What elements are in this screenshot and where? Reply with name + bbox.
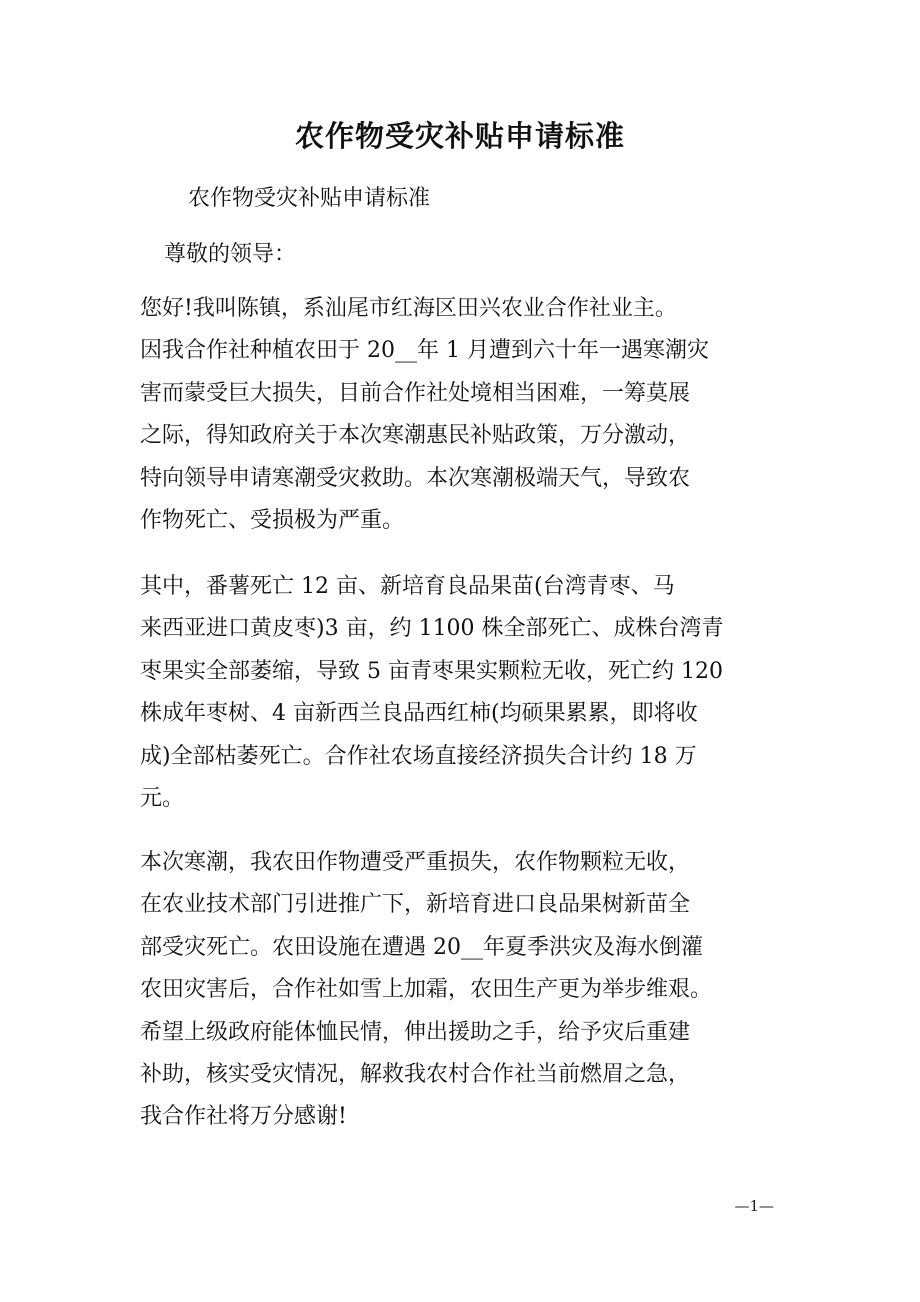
paragraph-greeting: [140, 288, 780, 542]
page-number: —1—: [734, 1197, 774, 1215]
paragraph-line: 希望上级政府能体恤民情，伸出援助之手，给予灾后重建: [140, 1019, 691, 1045]
paragraph-line: 农田灾害后，合作社如雪上加霜，农田生产更为举步维艰。: [140, 977, 713, 1003]
paragraph-line: 本次寒潮，我农田作物遭受严重损失，农作物颗粒无收，: [140, 850, 691, 875]
paragraph-line: 您好!我叫陈镇，系汕尾市红海区田兴农业合作社业主。: [140, 296, 677, 321]
paragraph-line: 成)全部枯萎死亡。合作社农场直接经济损失合计约 18 万: [140, 743, 697, 769]
paragraph-line: 在农业技术部门引进推广下，新培育进口良品果树新苗全: [140, 892, 691, 918]
paragraph-line: 害而蒙受巨大损失，目前合作社处境相当困难，一筹莫展: [140, 380, 691, 406]
document-subtitle: 农作物受灾补贴申请标准: [188, 186, 431, 211]
paragraph-line: 之际，得知政府关于本次寒潮惠民补贴政策，万分激动，: [140, 423, 691, 449]
paragraph-line: 部受灾死亡。农田设施在遭遇 20__年夏季洪灾及海水倒灌: [140, 934, 703, 960]
paragraph-line: 枣果实全部萎缩，导致 5 亩青枣果实颗粒无收，死亡约 120: [140, 658, 723, 684]
paragraph-losses: [140, 566, 780, 820]
paragraph-line: 株成年枣树、4 亩新西兰良品西红柿(均硕果累累，即将收: [140, 701, 698, 727]
document-title: 农作物受灾补贴申请标准: [294, 119, 625, 153]
paragraph-line: 来西亚进口黄皮枣)3 亩，约 1100 株全部死亡、成株台湾青: [140, 616, 724, 642]
paragraph-line: 元。: [140, 785, 185, 811]
paragraph-line: 因我合作社种植农田于 20__年 1 月遭到六十年一遇寒潮灾: [140, 338, 709, 364]
paragraph-line: 特向领导申请寒潮受灾救助。本次寒潮极端天气，导致农: [140, 465, 691, 491]
paragraph-line: 其中，番薯死亡 12 亩、新培育良品果苗(台湾青枣、马: [140, 574, 675, 599]
paragraph-line: 补助，核实受灾情况，解救我农村合作社当前燃眉之急，: [140, 1061, 691, 1087]
paragraph-request: [140, 842, 780, 1139]
salutation: 尊敬的领导：: [164, 242, 297, 267]
paragraph-line: 我合作社将万分感谢!: [140, 1104, 347, 1130]
paragraph-line: 作物死亡、受损极为严重。: [140, 507, 405, 533]
